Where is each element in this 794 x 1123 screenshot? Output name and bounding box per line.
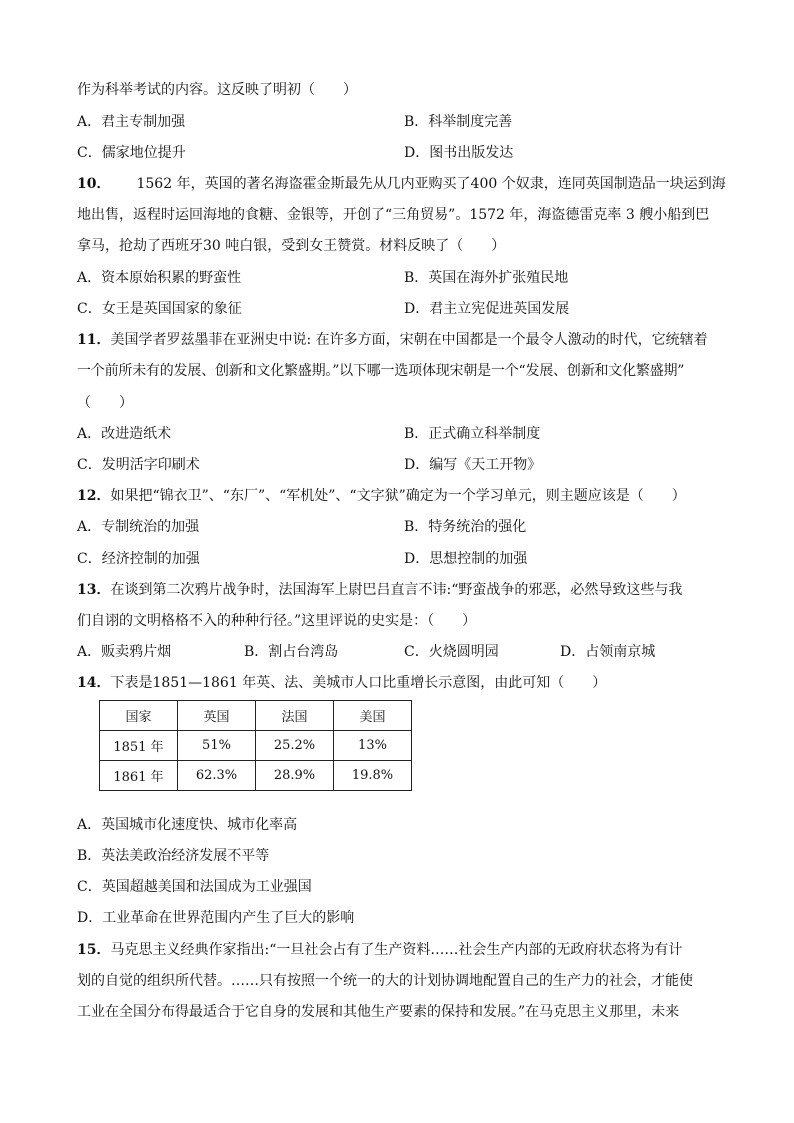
table-cell: 62.3% bbox=[178, 761, 256, 791]
q11-number: 11． bbox=[77, 332, 111, 348]
table-cell: 19.8% bbox=[334, 761, 412, 791]
q15-line-3: 工业在全国分布得最适合于它自身的发展和其他生产要素的保持和发展。”在马克思主义那里，未来 bbox=[77, 1004, 680, 1020]
q11-option-d: D．编写《天工开物》 bbox=[404, 457, 542, 473]
q14-number: 14． bbox=[77, 675, 111, 691]
table-row bbox=[100, 761, 412, 791]
q11-option-c: C．发明活字印刷术 bbox=[77, 457, 200, 473]
q12-option-c: C．经济控制的加强 bbox=[77, 551, 200, 567]
intro-option-c: C．儒家地位提升 bbox=[77, 145, 186, 161]
intro-option-a: A．君主专制加强 bbox=[77, 114, 186, 130]
q10-line-2: 地出售，返程时运回海地的食糖、金银等，开创了“三角贸易”。1572 年，海盗德雷克率 3 艘小船到巴 bbox=[77, 207, 710, 223]
table-cell: 51% bbox=[178, 731, 256, 761]
q13-line-2: 们自诩的文明格格不入的种种行径。”这里评说的史实是：（ ） bbox=[77, 613, 477, 629]
table-cell: 1861 年 bbox=[100, 761, 178, 791]
q13-line-1 bbox=[77, 580, 682, 600]
table-cell: 13% bbox=[334, 731, 412, 761]
q10-option-c: C．女王是英国国家的象征 bbox=[77, 301, 242, 317]
q15-line-1 bbox=[77, 940, 682, 960]
intro-option-d: D．图书出版发达 bbox=[404, 145, 514, 161]
q12-line-1 bbox=[77, 486, 686, 506]
q12-text-1: 如果把“锦衣卫”、“东厂”、“军机处”、“文字狱”确定为一个学习单元，则主题应该是（ ） bbox=[110, 488, 686, 504]
q11-option-a: A．改进造纸术 bbox=[77, 426, 172, 442]
q11-text-1: 美国学者罗兹墨菲在亚洲史中说: 在许多方面，宋朝在中国都是一个最令人激动的时代，它统辖着 bbox=[110, 332, 708, 348]
table-cell: 1851 年 bbox=[100, 731, 178, 761]
q10-option-d: D．君主立宪促进英国发展 bbox=[404, 301, 570, 317]
intro-option-b: B．科举制度完善 bbox=[404, 114, 513, 130]
q13-option-a: A．贩卖鸦片烟 bbox=[77, 644, 172, 660]
q10-text-1: 1562 年，英国的著名海盗霍金斯最先从几内亚购买了400 个奴隶，连同英国制造品一块运到海 bbox=[136, 176, 726, 192]
q11-line-1 bbox=[77, 330, 708, 350]
q12-option-a: A．专制统治的加强 bbox=[77, 519, 200, 535]
q14-text-1: 下表是1851—1861 年英、法、美城市人口比重增长示意图，由此可知（ ） bbox=[110, 675, 607, 691]
q11-option-b: B．正式确立科举制度 bbox=[404, 426, 541, 442]
table-cell: 25.2% bbox=[256, 731, 334, 761]
q15-text-1: 马克思主义经典作家指出:“一旦社会占有了生产资料……社会生产内部的无政府状态将为有计 bbox=[110, 942, 683, 958]
q14-option-b: B．英法美政治经济发展不平等 bbox=[77, 848, 270, 864]
population-table bbox=[99, 700, 412, 791]
q14-option-a: A．英国城市化速度快、城市化率高 bbox=[77, 817, 298, 833]
q11-line-2: 一个前所未有的发展、创新和文化繁盛期。”以下哪一选项体现宋朝是一个“发展、创新和文化繁盛期” bbox=[77, 363, 685, 379]
q13-option-d: D．占领南京城 bbox=[560, 644, 656, 660]
table-header-row bbox=[100, 701, 412, 731]
q13-number: 13． bbox=[77, 582, 111, 598]
table-header-cell: 国家 bbox=[100, 701, 178, 731]
intro-line: 作为科举考试的内容。这反映了明初（ ） bbox=[77, 82, 357, 98]
q10-line-1 bbox=[77, 174, 726, 194]
q12-number: 12． bbox=[77, 488, 111, 504]
q14-line-1 bbox=[77, 673, 606, 693]
q13-option-c: C．火烧圆明园 bbox=[404, 644, 499, 660]
q13-option-b: B．割占台湾岛 bbox=[244, 644, 339, 660]
q13-text-1: 在谈到第二次鸦片战争时，法国海军上尉巴吕直言不讳:“野蛮战争的邪恶，必然导致这些与我 bbox=[110, 582, 683, 598]
q12-option-b: B．特务统治的强化 bbox=[404, 519, 527, 535]
q11-line-3: （ ） bbox=[77, 395, 133, 411]
q15-number: 15． bbox=[77, 942, 111, 958]
table-cell: 28.9% bbox=[256, 761, 334, 791]
q14-option-d: D．工业革命在世界范围内产生了巨大的影响 bbox=[77, 910, 355, 926]
table-header-cell: 英国 bbox=[178, 701, 256, 731]
q14-option-c: C．英国超越美国和法国成为工业强国 bbox=[77, 879, 312, 895]
q12-option-d: D．思想控制的加强 bbox=[404, 551, 528, 567]
q10-number: 10． bbox=[77, 176, 111, 192]
q10-option-b: B．英国在海外扩张殖民地 bbox=[404, 270, 569, 286]
q10-option-a: A．资本原始积累的野蛮性 bbox=[77, 270, 242, 286]
table-row bbox=[100, 731, 412, 761]
q15-line-2: 划的自觉的组织所代替。……只有按照一个统一的大的计划协调地配置自己的生产力的社会，才能使 bbox=[77, 973, 693, 989]
q10-line-3: 拿马，抢劫了西班牙30 吨白银，受到女王赞赏。材料反映了（ ） bbox=[77, 238, 506, 254]
table-header-cell: 美国 bbox=[334, 701, 412, 731]
table-header-cell: 法国 bbox=[256, 701, 334, 731]
